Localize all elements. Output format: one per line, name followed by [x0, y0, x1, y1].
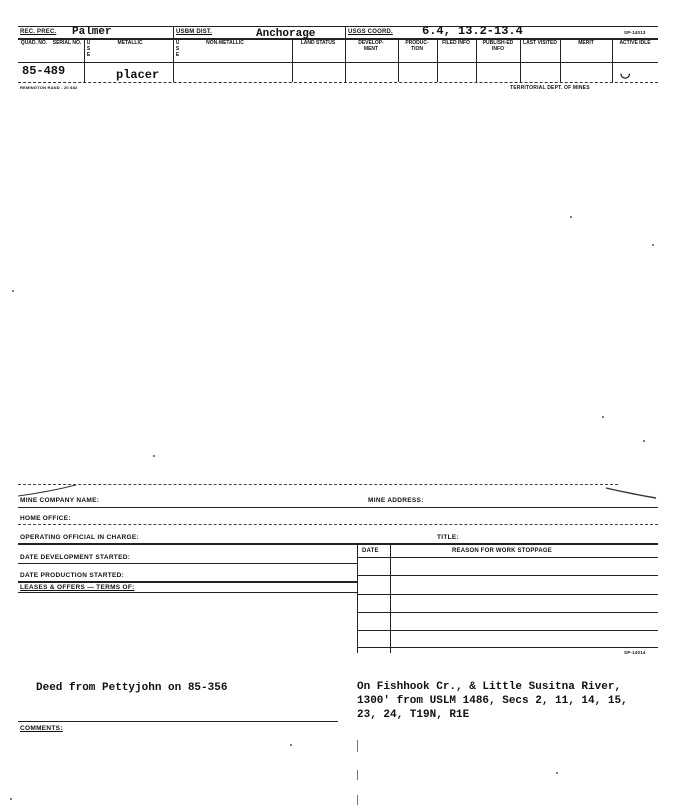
speck: [10, 798, 12, 800]
rec-prec-label: REC. PREC.: [20, 29, 57, 35]
form-number-bottom: SP-14014: [624, 650, 646, 655]
speck: [12, 290, 14, 292]
usbm-dist-value: Anchorage: [256, 28, 316, 40]
quad-serial-value: 85-489: [22, 64, 66, 78]
location-line-1: On Fishhook Cr., & Little Susitna River,: [357, 681, 622, 693]
col-use-metallic: U S E: [86, 40, 91, 58]
speck: [153, 455, 155, 457]
speck: [652, 244, 654, 246]
corner-curve-left: [18, 484, 78, 498]
col-production: PRODUC-TION: [405, 40, 429, 52]
footer-dept: TERRITORIAL DEPT. OF MINES: [510, 85, 590, 91]
form-number-top: SP-14013: [624, 30, 646, 35]
col-use-non-metallic: U S E: [175, 40, 180, 58]
speck: [570, 216, 572, 218]
footer-printer: REMINGTON RAND - 20 882: [20, 85, 78, 90]
col-last-visited: LAST VISITED: [523, 40, 557, 46]
corner-curve-right: [604, 486, 658, 500]
location-line-2: 1300' from USLM 1486, Secs 2, 11, 14, 15,: [357, 695, 628, 707]
mine-company-label: MINE COMPANY NAME:: [20, 497, 100, 504]
speck: [602, 416, 604, 418]
stoppage-reason-header: REASON FOR WORK STOPPAGE: [452, 548, 552, 554]
date-prod-started-label: DATE PRODUCTION STARTED:: [20, 572, 125, 579]
col-non-metallic: NON-METALLIC: [206, 40, 244, 46]
title-label: TITLE:: [437, 534, 460, 541]
comments-label: COMMENTS:: [20, 725, 63, 732]
col-development: DEVELOP-MENT: [358, 40, 384, 52]
active-check-mark: ◡: [620, 66, 631, 80]
speck: [556, 772, 558, 774]
col-active-idle: ACTIVE IDLE: [619, 40, 651, 46]
mine-address-label: MINE ADDRESS:: [368, 497, 424, 504]
usgs-coord-label: USGS COORD.: [348, 29, 393, 35]
date-dev-started-label: DATE DEVELOPMENT STARTED:: [20, 554, 131, 561]
usgs-coord-value: 6.4, 13.2-13.4: [422, 24, 523, 38]
location-line-3: 23, 24, T19N, R1E: [357, 709, 470, 721]
leases-value: Deed from Pettyjohn on 85-356: [36, 682, 228, 694]
rec-prec-value: Palmer: [72, 26, 112, 38]
col-serial-no: SERIAL NO.: [52, 40, 82, 46]
home-office-label: HOME OFFICE:: [20, 515, 71, 522]
col-merit: MERIT: [578, 40, 594, 46]
col-metallic: METALLIC: [117, 40, 143, 46]
leases-label: LEASES & OFFERS — TERMS OF:: [20, 584, 135, 591]
speck: [290, 744, 292, 746]
stoppage-date-header: DATE: [362, 548, 379, 554]
col-quad-no: QUAD. NO.: [20, 40, 48, 46]
col-land-status: LAND STATUS: [300, 40, 336, 46]
col-filed-info: FILED INFO: [442, 40, 470, 46]
speck: [643, 440, 645, 442]
metallic-value: placer: [116, 68, 160, 82]
location-text: [357, 680, 628, 722]
usbm-dist-label: USBM DIST.: [176, 29, 213, 35]
col-published-info: PUBLISH-ED INFO: [482, 40, 514, 52]
operating-official-label: OPERATING OFFICIAL IN CHARGE:: [20, 534, 139, 541]
